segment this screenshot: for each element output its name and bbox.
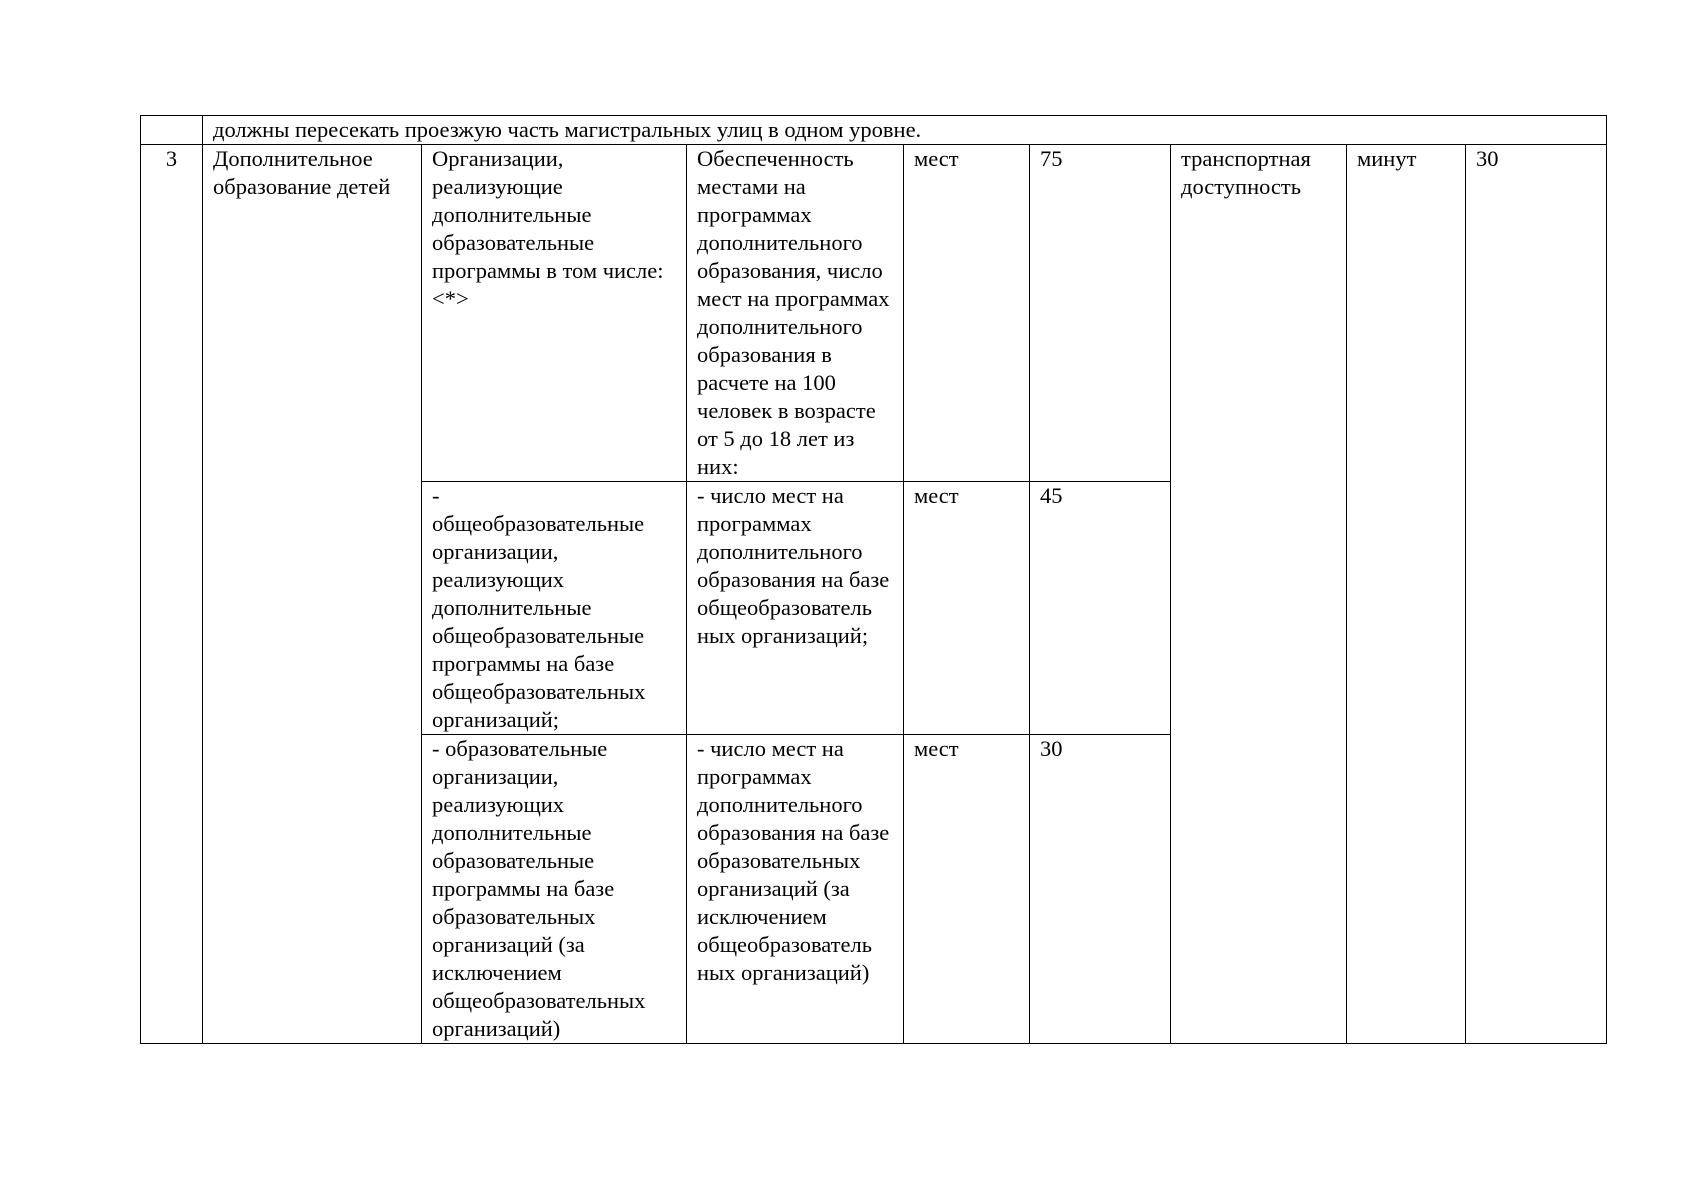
facility-cell: - общеобразовательные организации, реализующих дополнительные общеобразовательные программы на базе общеобразовательных организаций; xyxy=(422,482,687,735)
indicator-cell: - число мест на программах дополнительного образования на базе образовательных организаций (за исключением общеобразователь ных организаций) xyxy=(687,735,904,1044)
facility-cell: - образовательные организации, реализующих дополнительные образовательные программы на базе образовательных организаций (за исключением общеобразовательных организаций) xyxy=(422,735,687,1044)
category-cell: Дополнительное образование детей xyxy=(203,145,422,1044)
table-row xyxy=(141,145,1607,482)
indicator-cell: - число мест на программах дополнительного образования на базе общеобразователь ных организаций; xyxy=(687,482,904,735)
unit-cell: мест xyxy=(904,145,1030,482)
accessibility-unit-cell: минут xyxy=(1347,145,1466,1044)
unit-cell: мест xyxy=(904,735,1030,1044)
accessibility-label-cell: транспортная доступность xyxy=(1171,145,1347,1044)
indicator-cell: Обеспеченность местами на программах дополнительного образования, число мест на программах дополнительного образования в расчете на 100 человек в возрасте от 5 до 18 лет из них: xyxy=(687,145,904,482)
facility-cell: Организации, реализующие дополнительные образовательные программы в том числе: <*> xyxy=(422,145,687,482)
document-table xyxy=(140,115,1607,1044)
unit-cell: мест xyxy=(904,482,1030,735)
value-cell: 75 xyxy=(1030,145,1171,482)
continuation-row xyxy=(141,116,1607,145)
value-cell: 30 xyxy=(1030,735,1171,1044)
continuation-text: должны пересекать проезжую часть магистральных улиц в одном уровне. xyxy=(203,116,1607,145)
row-number: 3 xyxy=(141,145,203,1044)
continuation-number-cell xyxy=(141,116,203,145)
value-cell: 45 xyxy=(1030,482,1171,735)
accessibility-value-cell: 30 xyxy=(1466,145,1607,1044)
